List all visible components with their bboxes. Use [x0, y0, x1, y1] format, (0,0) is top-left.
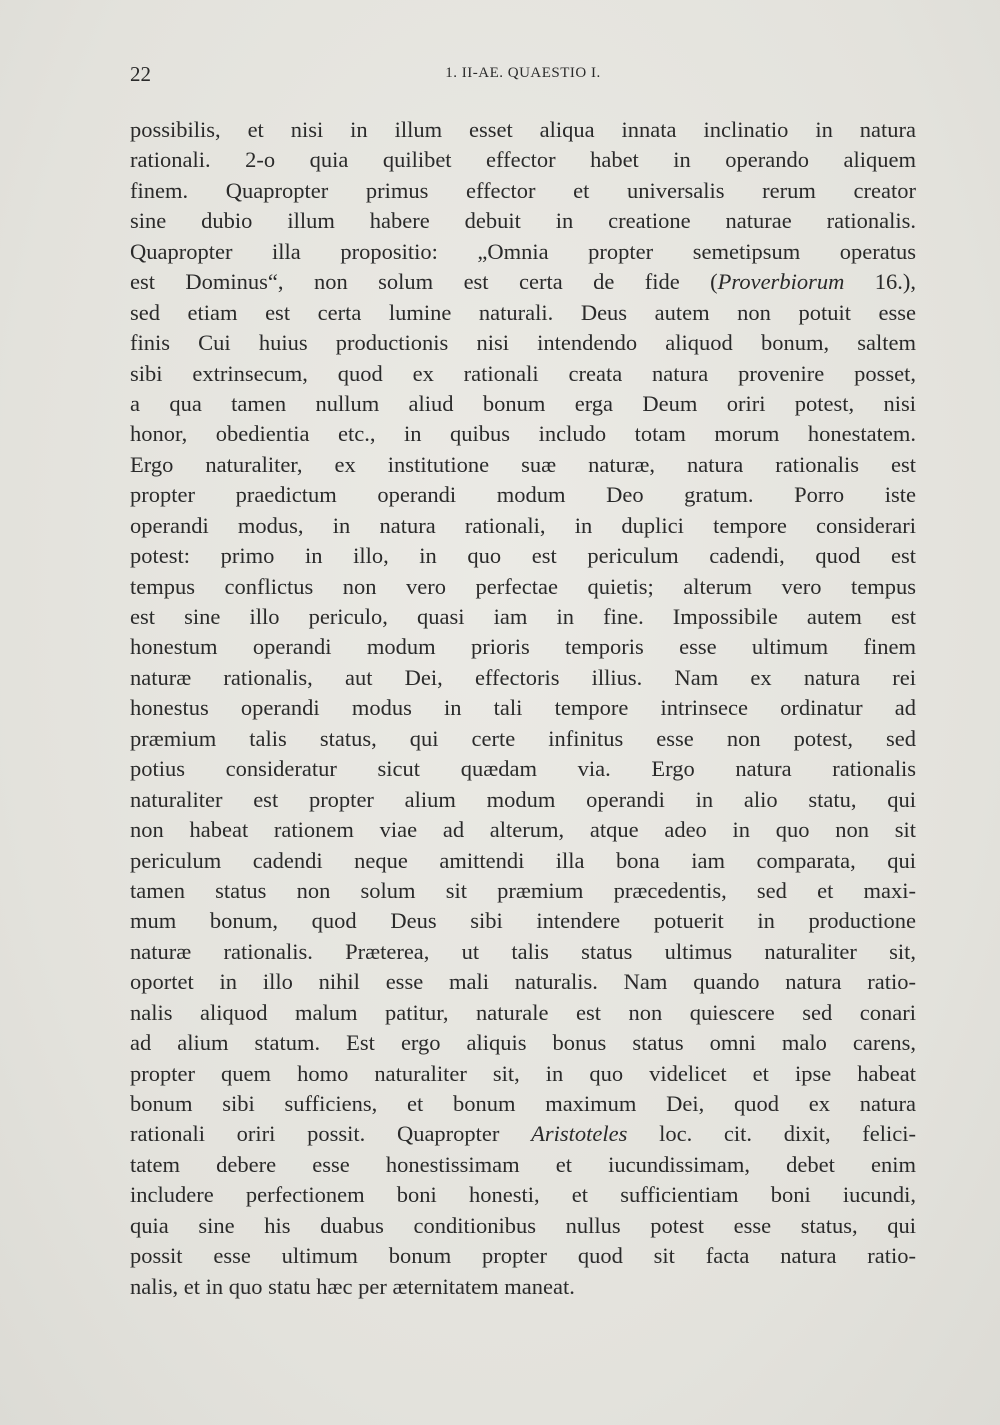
text-line: naturaliter est propter alium modum operandi in alio statu, qui: [130, 786, 916, 812]
running-head: 1. II-AE. QUAESTIO I.: [445, 65, 601, 81]
text-line: Ergo naturaliter, ex institutione suæ naturæ, natura rationalis est: [130, 451, 916, 477]
text-line: honestus operandi modus in tali tempore intrinsece ordinatur ad: [130, 695, 916, 721]
text-line: periculum cadendi neque amittendi illa bona iam comparata, qui: [130, 847, 916, 873]
text-line: possit esse ultimum bonum propter quod sit facta natura ratio-: [130, 1243, 916, 1269]
text-line: mum bonum, quod Deus sibi intendere potuerit in productione: [130, 908, 916, 934]
text-line: quia sine his duabus conditionibus nullus potest esse status, qui: [130, 1212, 916, 1238]
text-line: rationali. 2-o quia quilibet effector habet in operando aliquem: [130, 147, 916, 173]
text-line: finis Cui huius productionis nisi intendendo aliquod bonum, saltem: [130, 330, 916, 356]
text-line: tempus conflictus non vero perfectae quietis; alterum vero tempus: [130, 573, 916, 599]
italic-citation: Aristoteles: [531, 1121, 628, 1147]
text-line: Quapropter illa propositio: „Omnia propter semetipsum operatus: [130, 238, 916, 264]
text-line: est sine illo periculo, quasi iam in fine. Impossibile autem est: [130, 604, 916, 629]
text-line: [130, 1119, 916, 1149]
text-line: nalis aliquod malum patitur, naturale est non quiescere sed conari: [130, 999, 916, 1025]
text-line: tatem debere esse honestissimam et iucundissimam, debet enim: [130, 1151, 916, 1177]
body-text: [130, 115, 916, 1302]
text-line: ad alium statum. Est ergo aliquis bonus status omni malo carens,: [130, 1030, 916, 1056]
text-line: honestum operandi modum prioris temporis esse ultimum finem: [130, 634, 916, 660]
text-line: propter praedictum operandi modum Deo gratum. Porro iste: [130, 482, 916, 508]
text-line: operandi modus, in natura rationali, in duplici tempore considerari: [130, 512, 916, 538]
text-line: non habeat rationem viae ad alterum, atque adeo in quo non sit: [130, 817, 916, 843]
text-line: sed etiam est certa lumine naturali. Deus autem non potuit esse: [130, 299, 916, 325]
text-segment: loc. cit. dixit, felici-: [627, 1121, 916, 1147]
text-line: naturæ rationalis, aut Dei, effectoris illius. Nam ex natura rei: [130, 664, 916, 690]
text-segment: est Dominus“, non solum est certa de fide (: [130, 269, 718, 295]
text-line: sine dubio illum habere debuit in creatione naturae rationalis.: [130, 208, 916, 234]
text-line: bonum sibi sufficiens, et bonum maximum Dei, quod ex natura: [130, 1091, 916, 1116]
text-line: sibi extrinsecum, quod ex rationali creata natura provenire posset,: [130, 360, 916, 386]
text-line: a qua tamen nullum aliud bonum erga Deum oriri potest, nisi: [130, 390, 916, 416]
text-line: propter quem homo naturaliter sit, in quo videlicet et ipse habeat: [130, 1060, 916, 1086]
text-line: finem. Quapropter primus effector et universalis rerum creator: [130, 177, 916, 203]
text-line: [130, 267, 916, 297]
text-line: præmium talis status, qui certe infinitus esse non potest, sed: [130, 725, 916, 751]
text-line: naturæ rationalis. Præterea, ut talis status ultimus naturaliter sit,: [130, 938, 916, 964]
text-line: honor, obedientia etc., in quibus includo totam morum honestatem.: [130, 421, 916, 447]
text-line: potest: primo in illo, in quo est periculum cadendi, quod est: [130, 543, 916, 569]
page-header: [130, 62, 916, 92]
text-line: possibilis, et nisi in illum esset aliqua innata inclinatio in natura: [130, 117, 916, 142]
text-segment: rationali oriri possit. Quapropter: [130, 1121, 532, 1147]
text-line: potius consideratur sicut quædam via. Ergo natura rationalis: [130, 756, 916, 782]
page-number: 22: [130, 62, 151, 86]
text-line: oportet in illo nihil esse mali naturalis. Nam quando natura ratio-: [130, 969, 916, 995]
text-line: includere perfectionem boni honesti, et sufficientiam boni iucundi,: [130, 1182, 916, 1208]
italic-citation: Proverbiorum: [717, 269, 845, 295]
text-segment: 16.),: [844, 269, 916, 295]
text-line: nalis, et in quo statu hæc per æternitatem maneat.: [130, 1273, 575, 1299]
text-line: tamen status non solum sit præmium præcedentis, sed et maxi-: [130, 877, 916, 903]
